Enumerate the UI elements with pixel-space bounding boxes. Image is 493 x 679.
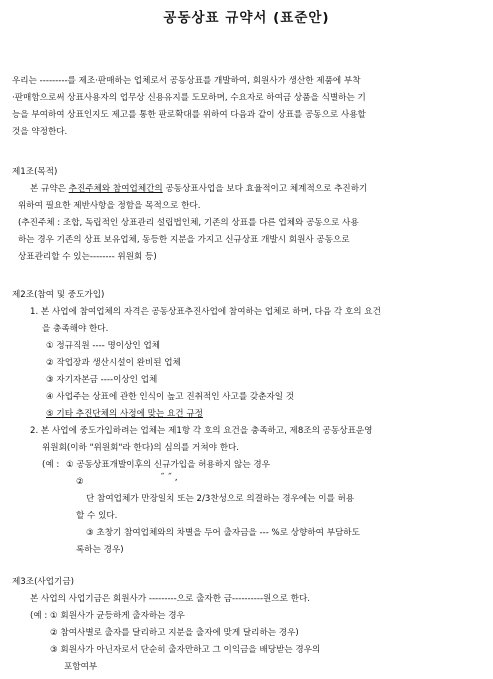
article3-line1: 본 사업의 사업기금은 회원사가 ---------으로 출자한 금----------원으로 한다. <box>30 594 311 604</box>
condition-item-5: ⑤ 기타 추진단체의 사정에 맞는 요건 규정 <box>46 409 203 419</box>
article2-conditions <box>46 338 482 423</box>
article3-examples <box>50 608 482 676</box>
condition-item: ② 작업장과 생산시설이 완비된 업체 <box>46 358 181 368</box>
preamble-line: 능을 부여하여 상표인지도 제고를 통한 판로확대를 위하여 다음과 같이 상표를 공동으로 사용할 <box>12 110 366 120</box>
example-3-line: ③ 초창기 참여업체와의 차별을 두어 출자금을 --- %로 상향하여 부담하도 <box>86 528 360 538</box>
example-3-line: 록하는 경우) <box>76 545 124 555</box>
article2-item1-line: 을 충족해야 한다. <box>42 324 109 334</box>
condition-item: ④ 사업주는 상표에 관한 인식이 높고 진취적인 사고를 갖춘자일 것 <box>46 392 295 402</box>
article3-example-cont: 포함여부 <box>64 662 98 672</box>
preamble-line: 것을 약정한다. <box>12 127 68 137</box>
article3-example-item: ③ 회원사가 아닌자로서 단순히 출자만하고 그 이익금을 배당받는 경우의 <box>50 645 321 655</box>
article1-note-line: 상표관리할 수 있는-------- 위원회 등) <box>18 252 157 262</box>
article1-line1-underlined: 추진주체와 참여업체간의 <box>68 184 163 194</box>
article2-example-label: (예 : <box>42 460 60 470</box>
article3-heading: 제3조(사업기금) <box>12 577 74 587</box>
article2-example-2-marks: ˝ ˝ , <box>160 473 178 483</box>
article2-item1 <box>30 304 482 338</box>
article1-note-line: 하는 경우 기존의 상표 보유업체, 동등한 지분을 가지고 신규상표 개발시 회원사 공동으로 <box>18 235 350 245</box>
article1-body-cont <box>18 198 482 266</box>
preamble-line: 우리는 ---------를 제조·판매하는 업체로서 공동상표를 개발하여, 회원사가 생산한 제품에 부착 <box>12 76 361 86</box>
article1-line1-post: 공동상표사업을 보다 효율적이고 체계적으로 추진하기 <box>162 184 368 194</box>
article2-item2-line: 위원회(이하 "위원회"라 한다)의 심의를 거쳐야 한다. <box>42 443 240 453</box>
article2-item1-line: 1. 본 사업에 참여업체의 자격은 공동상표추진사업에 참여하는 업체로 하며, 다음 각 호의 요건 <box>30 307 381 317</box>
document-title: 공동상표 규약서 (표준안) <box>163 10 330 26</box>
article2-item2-line: 2. 본 사업에 중도가입하려는 업체는 제1항 각 호의 요건을 충족하고, 제8조의 공동상표운영 <box>30 426 373 436</box>
article2-item2 <box>30 423 482 457</box>
example-2-line: 단 참여업체가 만장일치 또는 2/3찬성으로 의결하는 경우에는 이를 허용 <box>86 494 355 504</box>
condition-item: ① 정규직원 ---- 명이상인 업체 <box>46 341 161 351</box>
article1-line1-pre: 본 규약은 <box>30 184 69 194</box>
article2-example-3 <box>76 525 482 559</box>
article2-example-1: ① 공동상표개발이후의 신규가입을 허용하지 않는 경우 <box>66 460 270 470</box>
article3-example-item: ② 참여사별로 출자를 달리하고 지분을 출자에 맞게 달리하는 경우) <box>50 628 299 638</box>
article2-heading: 제2조(참여 및 중도가입) <box>12 290 105 300</box>
example-2-line: 할 수 있다. <box>76 511 118 521</box>
article1-line2: 위하여 필요한 제반사항을 정함을 목적으로 한다. <box>18 201 201 211</box>
article3-example-item: ① 회원사가 균등하게 출자하는 경우 <box>50 611 185 621</box>
article1-heading: 제1조(목적) <box>12 167 58 177</box>
article1-note-line: (추진주체 : 조합, 독립적인 상표관리 설립법인체, 기존의 상표를 다른 업체와 공동으로 사용 <box>18 218 359 228</box>
article1-line1 <box>30 181 482 198</box>
article1-body <box>30 181 482 198</box>
preamble <box>12 73 482 141</box>
condition-item: ③ 자기자본금 ----이상인 업체 <box>46 375 158 385</box>
preamble-line: ·판매함으로써 상표사용자의 업무상 신용유지를 도모하며, 수요자로 하여금 상품을 식별하는 기 <box>12 93 366 103</box>
article3-example-label: (예 : <box>30 611 48 621</box>
article2-example-2-num: ② <box>76 477 84 487</box>
article2-example-2-cont <box>76 491 482 525</box>
